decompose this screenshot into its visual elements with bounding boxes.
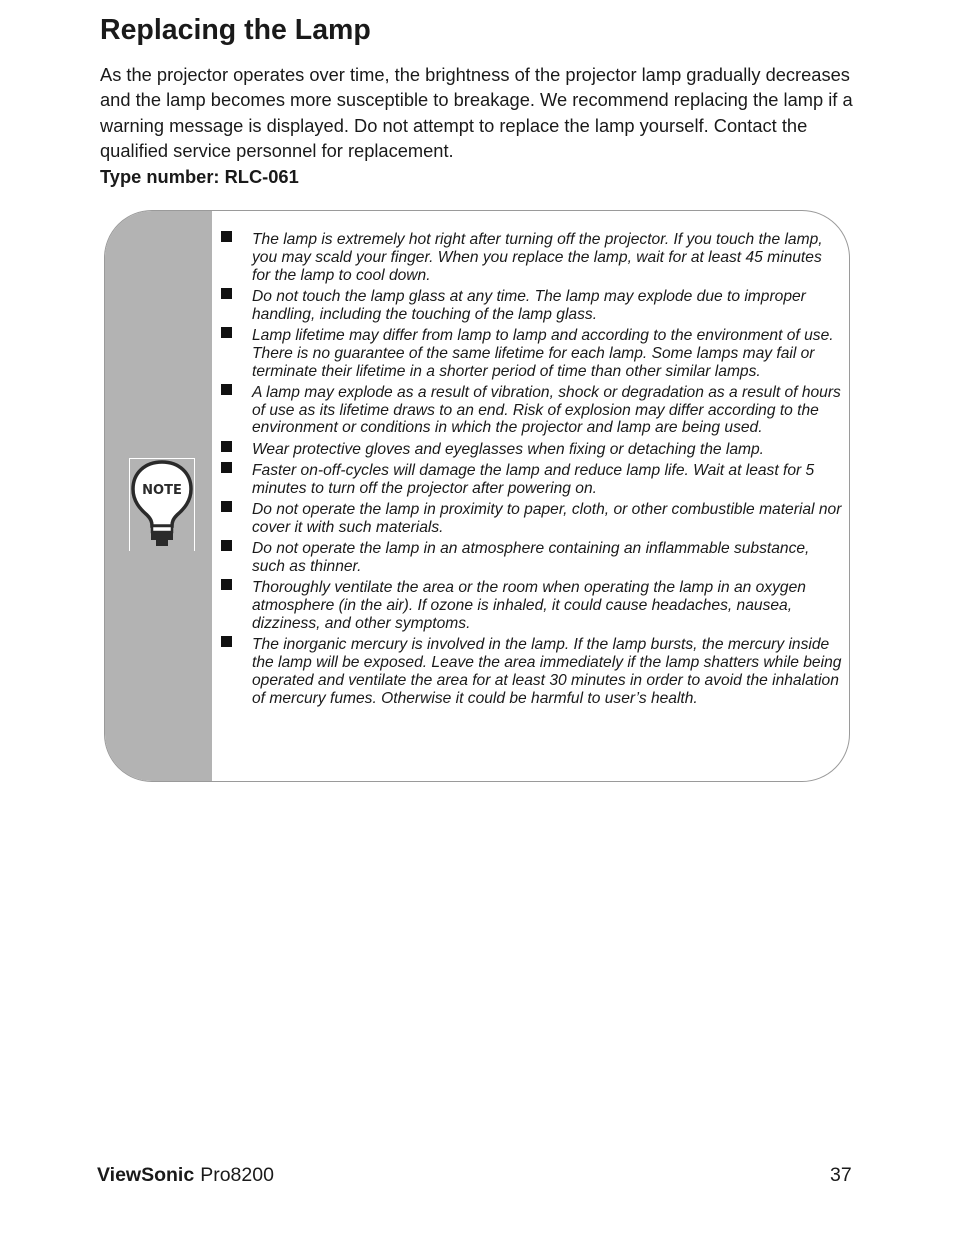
note-item-text: Do not operate the lamp in proximity to paper, cloth, or other combustible material nor cover it with such materials. <box>252 501 842 536</box>
square-bullet-icon <box>221 384 232 395</box>
page-number: 37 <box>830 1164 852 1186</box>
intro-paragraph: As the projector operates over time, the brightness of the projector lamp gradually decreases and the lamp becomes more susceptible to breakage. We recommend replacing the lamp if a warning message is displayed. Do not attempt to replace the lamp yourself. Contact the qualified service personnel for replacement. <box>100 64 853 161</box>
note-item <box>219 288 844 324</box>
square-bullet-icon <box>221 231 232 242</box>
brand-name: ViewSonic <box>97 1164 195 1186</box>
lightbulb-icon <box>129 458 195 551</box>
note-item <box>219 327 844 380</box>
note-lightbulb-icon <box>129 458 195 551</box>
square-bullet-icon <box>221 441 232 452</box>
note-item-text: Do not operate the lamp in an atmosphere containing an inflammable substance, such as thinner. <box>252 540 810 576</box>
note-item <box>219 579 844 632</box>
square-bullet-icon <box>221 327 232 338</box>
note-item-text: Wear protective gloves and eyeglasses when fixing or detaching the lamp. <box>252 440 764 458</box>
note-item <box>219 384 844 437</box>
square-bullet-icon <box>221 540 232 551</box>
note-item <box>219 501 844 537</box>
note-item <box>219 636 844 707</box>
square-bullet-icon <box>221 462 232 473</box>
note-item-text: Do not touch the lamp glass at any time. The lamp may explode due to improper handling, including the touching of the lamp glass. <box>252 287 806 323</box>
note-list <box>219 231 844 711</box>
note-item <box>219 441 844 459</box>
note-item-text: A lamp may explode as a result of vibration, shock or degradation as a result of hours of use as its lifetime draws to an end. Risk of explosion may differ according to the environment or conditions in which the projector and lamp are being used. <box>252 383 841 437</box>
footer-brand <box>97 1164 274 1187</box>
square-bullet-icon <box>221 579 232 590</box>
note-item-text: Thoroughly ventilate the area or the room when operating the lamp in an oxygen atmosphere (in the air). If ozone is inhaled, it could cause headaches, nausea, dizziness, and other symptoms. <box>252 579 806 632</box>
note-item-text: The lamp is extremely hot right after turning off the projector. If you touch the lamp, you may scald your finger. When you replace the lamp, wait for at least 45 minutes for the lamp to cool down. <box>252 231 823 284</box>
note-gutter <box>105 211 212 781</box>
page-title: Replacing the Lamp <box>100 14 371 46</box>
note-item <box>219 231 844 284</box>
square-bullet-icon <box>221 501 232 512</box>
square-bullet-icon <box>221 636 232 647</box>
note-icon-label: NOTE <box>142 483 182 498</box>
square-bullet-icon <box>221 288 232 299</box>
note-item-text: Faster on-off-cycles will damage the lamp and reduce lamp life. Wait at least for 5 minutes to turn off the projector after powering on. <box>252 462 815 497</box>
note-item <box>219 462 844 498</box>
note-item <box>219 540 844 576</box>
note-box <box>104 210 850 782</box>
note-item-text: The inorganic mercury is involved in the lamp. If the lamp bursts, the mercury inside the lamp will be exposed. Leave the area immediately if the lamp shatters while being operated and ventilate the area for at least 30 minutes in order to avoid the inhalation of mercury fumes. Otherwise it could be harmful to user’s health. <box>252 636 842 707</box>
note-item-text: Lamp lifetime may differ from lamp to lamp and according to the environment of use. There is no guarantee of the same lifetime for each lamp. Some lamps may fail or terminate their lifetime in a shorter period of time than other similar lamps. <box>252 326 834 380</box>
lamp-type-number: Type number: RLC-061 <box>100 166 299 187</box>
model-name: Pro8200 <box>200 1164 274 1186</box>
